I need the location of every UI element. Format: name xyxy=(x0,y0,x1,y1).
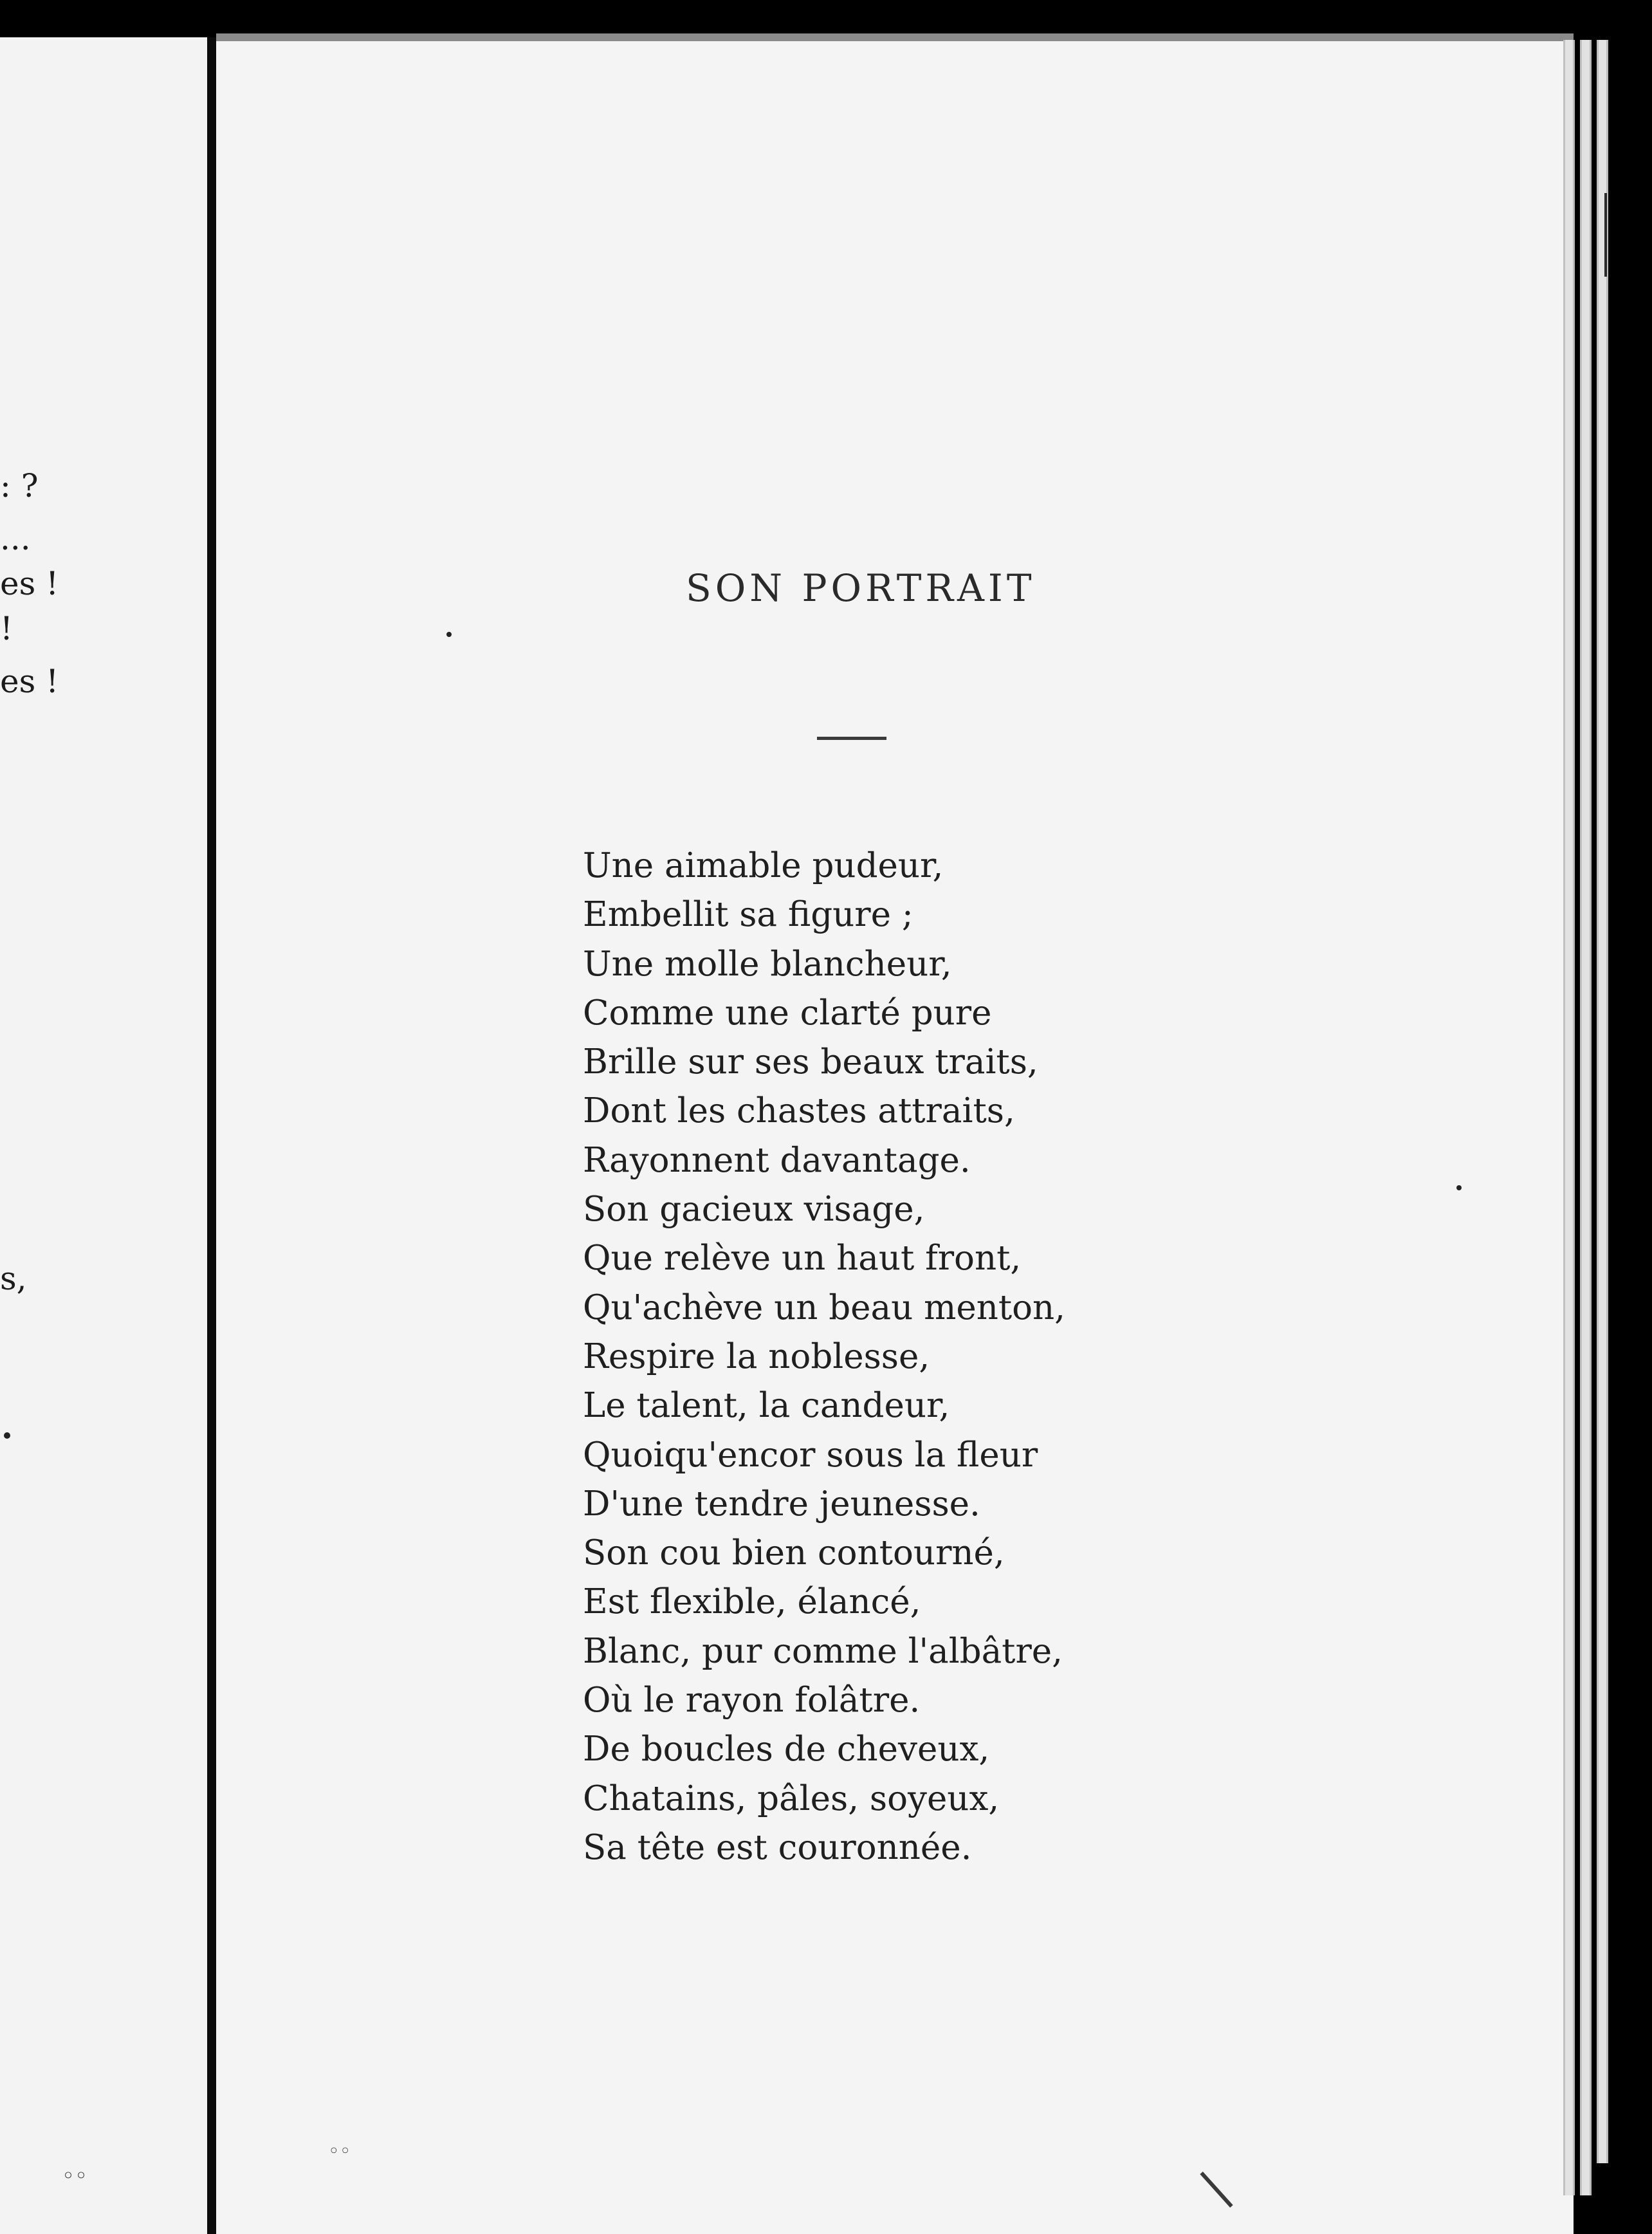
poem-line: Quoiqu'encor sous la fleur xyxy=(583,1435,1038,1475)
page-edge xyxy=(1580,40,1592,2195)
poem-line: Comme une clarté pure xyxy=(583,993,992,1033)
poem-body xyxy=(583,842,1065,1872)
left-page-smudge: ◦◦ xyxy=(62,2163,88,2189)
left-page-speck xyxy=(4,1432,10,1439)
left-facing-page xyxy=(0,37,207,2234)
poem-line: Respire la noblesse, xyxy=(583,1336,930,1376)
poem-line: Est flexible, élancé, xyxy=(583,1582,921,1622)
poem-line: Une aimable pudeur, xyxy=(583,846,944,885)
title-rule xyxy=(817,737,886,740)
left-fragment-5: es ! xyxy=(0,663,59,700)
poem-line: Rayonnent davantage. xyxy=(583,1140,971,1180)
left-fragment-3: es ! xyxy=(0,565,59,602)
poem-line: De boucles de cheveux, xyxy=(583,1730,990,1769)
poem-line: Le talent, la candeur, xyxy=(583,1386,950,1426)
poem-line: Où le rayon folâtre. xyxy=(583,1681,921,1721)
poem-line: Chatains, pâles, soyeux, xyxy=(583,1778,1000,1818)
poem-line: Brille sur ses beaux traits, xyxy=(583,1042,1038,1082)
book-gutter xyxy=(207,37,216,2234)
stray-ink-dot xyxy=(446,632,452,637)
right-page xyxy=(216,33,1574,2234)
poem-line: Qu'achève un beau menton, xyxy=(583,1288,1066,1327)
left-fragment-4: ! xyxy=(0,610,14,647)
left-fragment-2: ... xyxy=(0,520,31,557)
poem-line: Dont les chastes attraits, xyxy=(583,1091,1015,1131)
page-edge xyxy=(1563,40,1575,2195)
poem-line: D'une tendre jeunesse. xyxy=(583,1484,980,1524)
poem-line: Sa tête est couronnée. xyxy=(583,1827,972,1867)
page-edge xyxy=(1597,40,1608,2163)
poem-title: SON PORTRAIT xyxy=(686,566,1036,610)
poem-line: Une molle blancheur, xyxy=(583,944,952,984)
poem-line: Blanc, pur comme l'albâtre, xyxy=(583,1631,1063,1671)
poem-line: Son cou bien contourné, xyxy=(583,1533,1005,1573)
edge-ink-tick xyxy=(1604,193,1607,277)
left-fragment-1: : ? xyxy=(0,467,39,504)
bottom-ink-mark: ◦◦ xyxy=(328,2140,351,2163)
poem-line: Que relève un haut front, xyxy=(583,1239,1022,1279)
poem-line: Embellit sa figure ; xyxy=(583,895,913,935)
stray-ink-dot xyxy=(1456,1185,1462,1190)
poem-line: Son gacieux visage, xyxy=(583,1190,925,1230)
left-fragment-6: s, xyxy=(0,1260,27,1297)
